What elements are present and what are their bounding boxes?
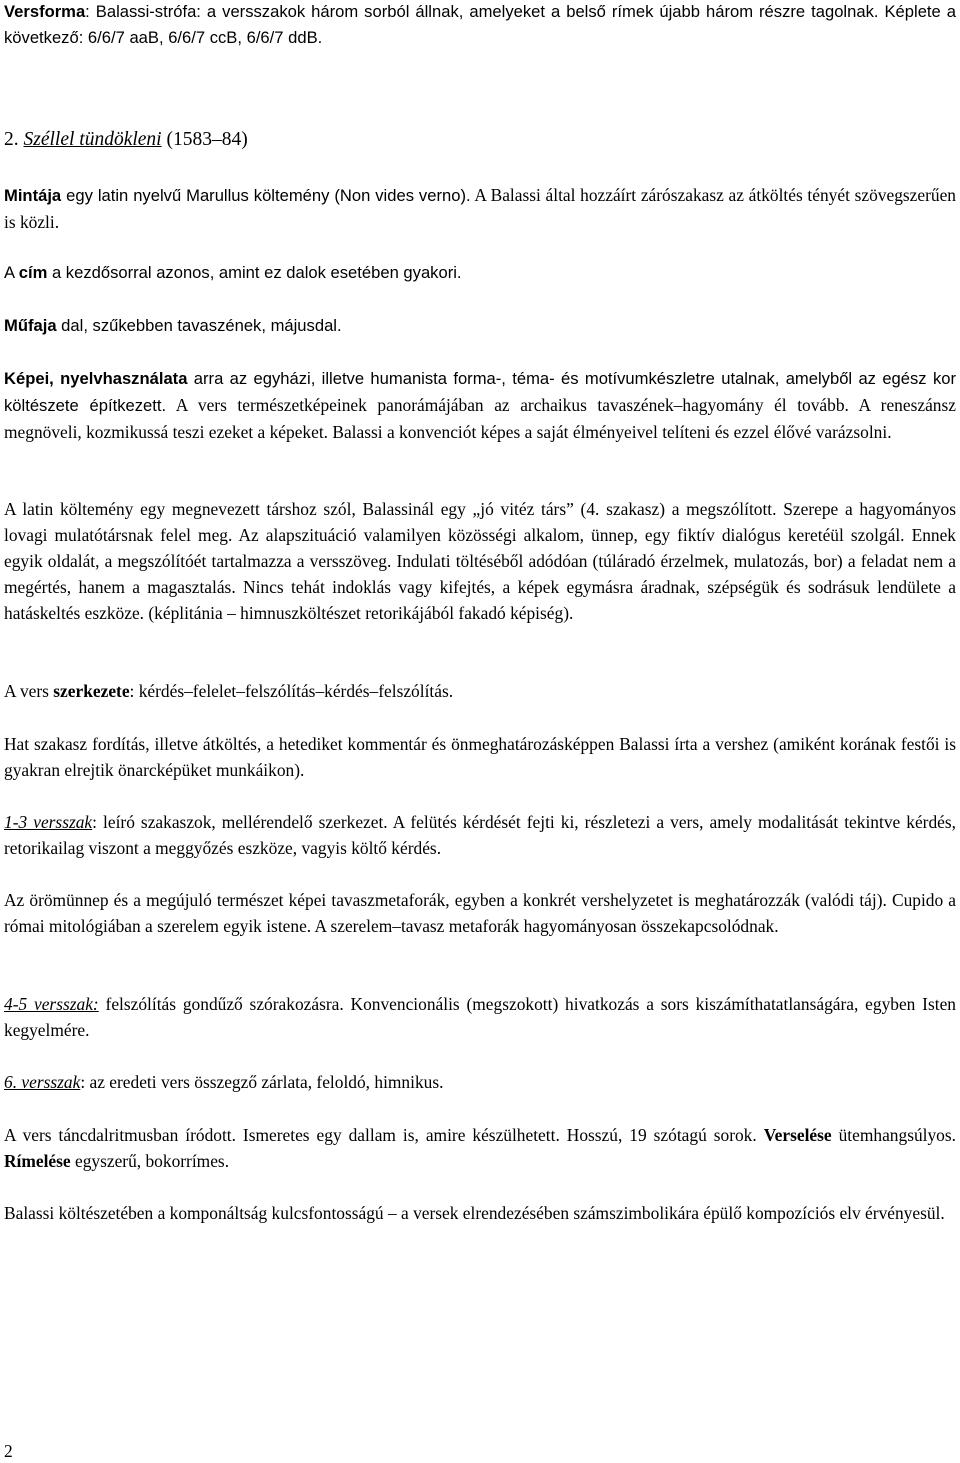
mufaja-paragraph bbox=[4, 313, 956, 339]
szerkezet-paragraph bbox=[4, 678, 956, 704]
mintaja-text-2: A Balassi által hozzáírt zárószakasz az átköltés tényét szövegszerűen is közli. bbox=[4, 185, 956, 232]
tancdal-paragraph bbox=[4, 1122, 956, 1174]
versszak-4-5-text: felszólítás gondűző szórakozásra. Konvencionális (megszokott) hivatkozás a sors kiszámíthatatlanságára, egyben Isten kegyelmére. bbox=[4, 994, 956, 1040]
section-number: 2. bbox=[4, 129, 19, 150]
mufaja-label: Műfaja bbox=[4, 316, 57, 335]
kepei-text-2: A vers természetképeinek panorámájában az archaikus tavaszének–hagyomány él tovább. A reneszánsz megnöveli, kozmikussá teszi ezeket a képeket. Balassi a konvenciót képes a saját élményeivel telíteni és ezzel élővé varázsolni. bbox=[4, 395, 956, 442]
versszak-1-3-label: 1-3 versszak bbox=[4, 812, 93, 832]
mintaja-text-1: egy latin nyelvű Marullus költemény (Non vides verno). bbox=[61, 186, 471, 205]
mintaja-label: Mintája bbox=[4, 186, 62, 205]
verselese-label: Verselése bbox=[763, 1125, 832, 1145]
versforma-text: : Balassi-strófa: a versszakok három sorból állnak, amelyeket a belső rímek újabb három részre tagolnak. Képlete a következő: 6/6/7 aaB, 6/6/7 ccB, 6/6/7 ddB. bbox=[4, 2, 956, 47]
section-heading bbox=[4, 127, 956, 153]
kepei-text-1: arra az egyházi, illetve humanista forma-, téma- és motívumkészletre utalnak, amelyből az egész kor költészete építkezett. bbox=[4, 369, 956, 415]
versforma-label: Versforma bbox=[4, 2, 86, 21]
tancdal-text-2: ütemhangsúlyos. bbox=[831, 1125, 956, 1145]
szerkezet-label: szerkezete bbox=[53, 681, 130, 701]
tancdal-text-1: A vers táncdalritmusban íródott. Ismeretes egy dallam is, amire készülhetett. Hosszú, 19 szótagú sorok. bbox=[4, 1125, 764, 1145]
versszak-6-text: : az eredeti vers összegző zárlata, feloldó, himnikus. bbox=[80, 1072, 444, 1092]
versszak-1-3-text: : leíró szakaszok, mellérendelő szerkezet. A felütés kérdését fejti ki, részletezi a vers, amely modalitását tekintve kérdés, retorikailag viszont a meggyőzés eszköze, vagyis költő kérdés. bbox=[4, 812, 957, 858]
kepei-label: Képei, nyelvhasználata bbox=[4, 369, 188, 388]
oromunnep-paragraph: Az örömünnep és a megújuló természet képei tavaszmetaforák, egyben a konkrét vershelyzetet is meghatározzák (valódi táj). Cupido a római mitológiában a szerelem egyik istene. A szerelem–tavasz metaforák hagyományosan összekapcsolódnak. bbox=[4, 890, 956, 936]
versszak-1-3-paragraph bbox=[4, 809, 956, 861]
cim-pre: A bbox=[4, 263, 19, 282]
versszak-4-5-label: 4-5 versszak: bbox=[4, 994, 99, 1014]
page-number: 2 bbox=[4, 1441, 13, 1461]
latin-paragraph: A latin költemény egy megnevezett társhoz szól, Balassinál egy „jó vitéz társ” (4. szakasz) a megszólított. Szerepe a hagyományos lovagi mulatótársnak felel meg. Az alapszituáció valamilyen közösségi alkalom, ünnep, egy fiktív dialógus keretéül szolgál. Ennek egyik oldalát, a megszólítóét tartalmazza a versszöveg. Indulati töltéséből adódóan (túláradó érzelmek, mulatozás, bor) a feladat nem a megértés, hanem a magasztalás. Nincs tehát indoklás vagy kifejtés, a képek egymásra áradnak, szépségük és sodrásuk lendülete a hatáskeltés eszköze. (képlitánia – himnuszköltészet retorikájából fakadó képiség). bbox=[4, 499, 956, 623]
versszak-6-label: 6. versszak bbox=[4, 1072, 81, 1092]
hat-szakasz-paragraph: Hat szakasz fordítás, illetve átköltés, a hetediket kommentár és önmeghatározásképpen Balassi írta a vershez (amiként korának festői is gyakran elrejtik önarcképüket munkáikon). bbox=[4, 734, 956, 780]
poem-title: Széllel tündökleni bbox=[23, 129, 162, 150]
cim-paragraph bbox=[4, 260, 956, 286]
poem-years: (1583–84) bbox=[166, 129, 248, 150]
tancdal-text-3: egyszerű, bokorrímes. bbox=[70, 1151, 230, 1171]
kompozicio-paragraph: Balassi költészetében a komponáltság kulcsfontosságú – a versek elrendezésében számszimbolikára épülő kompozíciós elv érvényesül. bbox=[4, 1203, 945, 1223]
mintaja-paragraph bbox=[4, 182, 956, 236]
szerkezet-text: : kérdés–felelet–felszólítás–kérdés–felszólítás. bbox=[129, 681, 454, 701]
kepei-paragraph bbox=[4, 365, 956, 445]
versszak-6-paragraph bbox=[4, 1069, 956, 1095]
versszak-4-5-paragraph bbox=[4, 991, 956, 1043]
cim-label: cím bbox=[18, 263, 48, 282]
versforma-paragraph bbox=[4, 0, 956, 51]
szerkezet-pre: A vers bbox=[4, 681, 54, 701]
rimelese-label: Rímelése bbox=[4, 1151, 71, 1171]
cim-text: a kezdősorral azonos, amint ez dalok esetében gyakori. bbox=[47, 263, 462, 282]
mufaja-text: dal, szűkebben tavaszének, májusdal. bbox=[56, 316, 342, 335]
